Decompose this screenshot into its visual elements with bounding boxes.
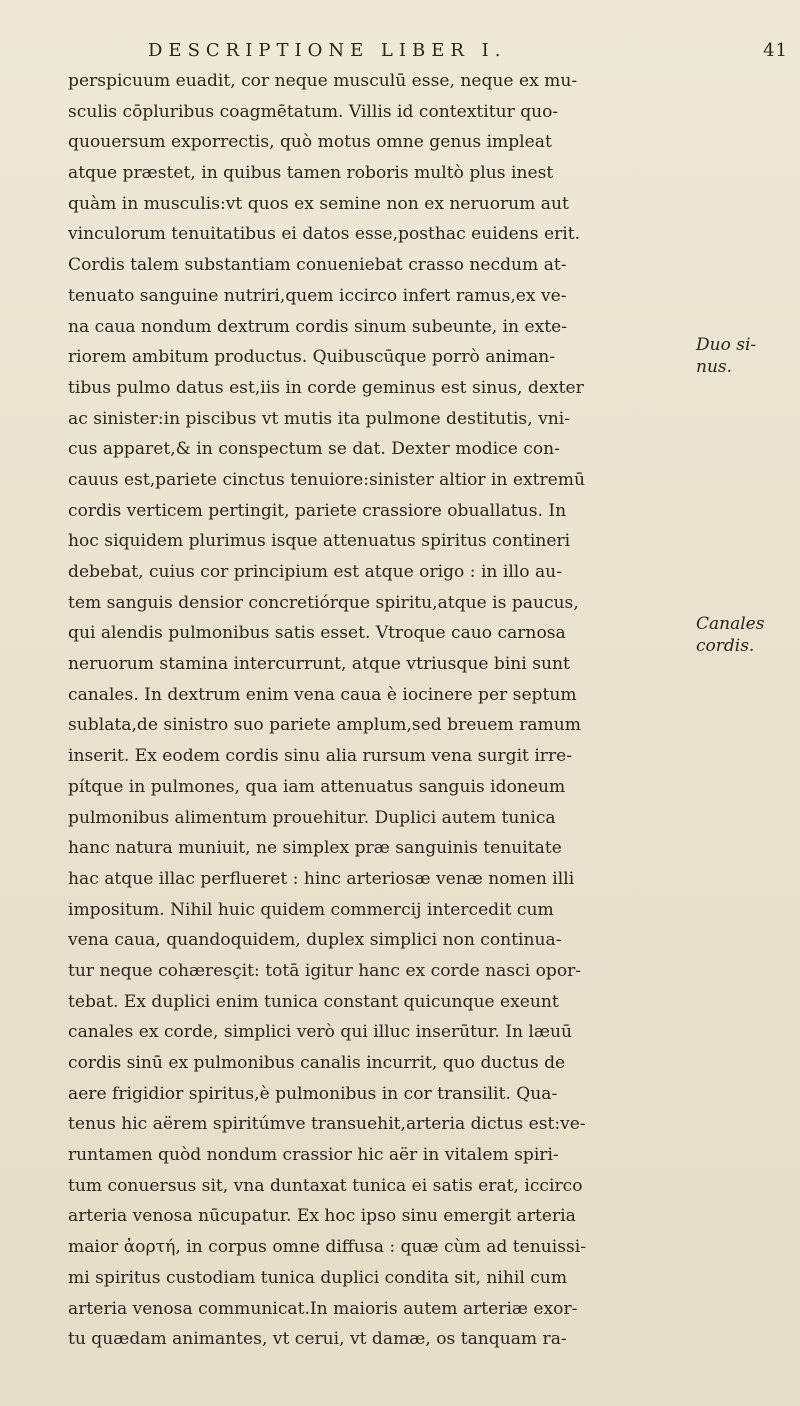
margin-note-canales-cordis xyxy=(696,613,796,657)
text-line: neruorum stamina intercurrunt, atque vtriusque bini sunt xyxy=(68,654,570,675)
text-line: impositum. Nihil huic quidem commercij intercedit cum xyxy=(68,899,554,920)
text-line: cauus est,pariete cinctus tenuiore:sinister altior in extremū xyxy=(68,469,586,490)
text-line: hanc natura muniuit, ne simplex præ sanguinis tenuitate xyxy=(68,838,562,859)
text-line: arteria venosa communicat.In maioris autem arteriæ exor- xyxy=(68,1298,578,1319)
text-line: hoc siquidem plurimus isque attenuatus spiritus contineri xyxy=(68,531,571,552)
text-line: inserit. Ex eodem cordis sinu alia rursum vena surgit irre- xyxy=(68,746,573,767)
text-line: ac sinister:in piscibus vt mutis ita pulmone destitutis, vni- xyxy=(68,408,570,429)
text-line: pulmonibus alimentum prouehitur. Duplici autem tunica xyxy=(68,807,556,828)
margin-note-line: Duo si- xyxy=(696,335,757,355)
text-line: cordis sinū ex pulmonibus canalis incurrit, quo ductus de xyxy=(68,1053,566,1073)
text-line: vinculorum tenuitatibus ei datos esse,posthac euidens erit. xyxy=(68,224,581,245)
text-line: runtamen quòd nondum crassior hic aër in vitalem spiri- xyxy=(68,1145,559,1166)
text-line: tenuato sanguine nutriri,quem iccirco infert ramus,ex ve- xyxy=(68,285,567,306)
text-line: tur neque cohæresçit: totā igitur hanc ex corde nasci opor- xyxy=(68,960,582,981)
text-line: atque præstet, in quibus tamen roboris multò plus inest xyxy=(68,163,554,184)
text-line: arteria venosa nūcupatur. Ex hoc ipso sinu emergit arteria xyxy=(68,1206,576,1227)
text-line: tenus hic aërem spiritúmve transuehit,arteria dictus est:ve- xyxy=(68,1114,586,1135)
margin-note-duo-sinus xyxy=(696,334,796,378)
text-line: canales. In dextrum enim vena caua è iocinere per septum xyxy=(68,684,577,705)
running-title: DESCRIPTIONE LIBER I. xyxy=(148,40,507,61)
text-line: pítque in pulmones, qua iam attenuatus sanguis idoneum xyxy=(68,776,566,797)
margin-note-line: Canales xyxy=(696,614,765,634)
text-line: quàm in musculis:vt quos ex semine non ex neruorum aut xyxy=(68,193,569,214)
text-line: tem sanguis densior concretiórque spiritu,atque is paucus, xyxy=(68,592,579,613)
text-line: tibus pulmo datus est,iis in corde geminus est sinus, dexter xyxy=(68,377,584,398)
text-line: maior ἀορτή, in corpus omne diffusa : quæ cùm ad tenuissi- xyxy=(68,1237,587,1258)
text-line: riorem ambitum productus. Quibuscūque porrò animan- xyxy=(68,347,556,368)
text-line: vena caua, quandoquidem, duplex simplici non continua- xyxy=(68,930,562,951)
page-number: 41 xyxy=(763,40,788,61)
text-line: canales ex corde, simplici verò qui illuc inserūtur. In læuū xyxy=(68,1022,572,1043)
body-text xyxy=(68,66,688,1355)
text-line: cus apparet,& in conspectum se dat. Dexter modice con- xyxy=(68,439,560,460)
text-line: aere frigidior spiritus,è pulmonibus in cor transilit. Qua- xyxy=(68,1083,558,1104)
text-line: perspicuum euadit, cor neque musculū esse, neque ex mu- xyxy=(68,71,578,91)
text-line: sublata,de sinistro suo pariete amplum,sed breuem ramum xyxy=(68,715,581,736)
text-line: Cordis talem substantiam conueniebat crasso necdum at- xyxy=(68,255,567,276)
margin-note-line: nus. xyxy=(696,357,733,377)
page-header xyxy=(148,40,788,68)
margin-note-line: cordis. xyxy=(696,636,755,656)
text-line: debebat, cuius cor principium est atque origo : in illo au- xyxy=(68,562,562,582)
text-line: tu quædam animantes, vt cerui, vt damæ, os tanquam ra- xyxy=(68,1329,567,1350)
text-line: mi spiritus custodiam tunica duplici condita sit, nihil cum xyxy=(68,1267,568,1288)
text-line: quouersum exporrectis, quò motus omne genus impleat xyxy=(68,132,552,153)
text-line: tebat. Ex duplici enim tunica constant quicunque exeunt xyxy=(68,991,559,1012)
text-line: cordis verticem pertingit, pariete crassiore obuallatus. In xyxy=(68,500,567,521)
text-line: tum conuersus sit, vna duntaxat tunica ei satis erat, iccirco xyxy=(68,1175,583,1196)
text-line: qui alendis pulmonibus satis esset. Vtroque cauo carnosa xyxy=(68,623,566,644)
text-line: na caua nondum dextrum cordis sinum subeunte, in exte- xyxy=(68,316,568,337)
text-line: sculis cōpluribus coagmētatum. Villis id contextitur quo- xyxy=(68,101,559,122)
text-line: hac atque illac perflueret : hinc arteriosæ venæ nomen illi xyxy=(68,868,575,889)
